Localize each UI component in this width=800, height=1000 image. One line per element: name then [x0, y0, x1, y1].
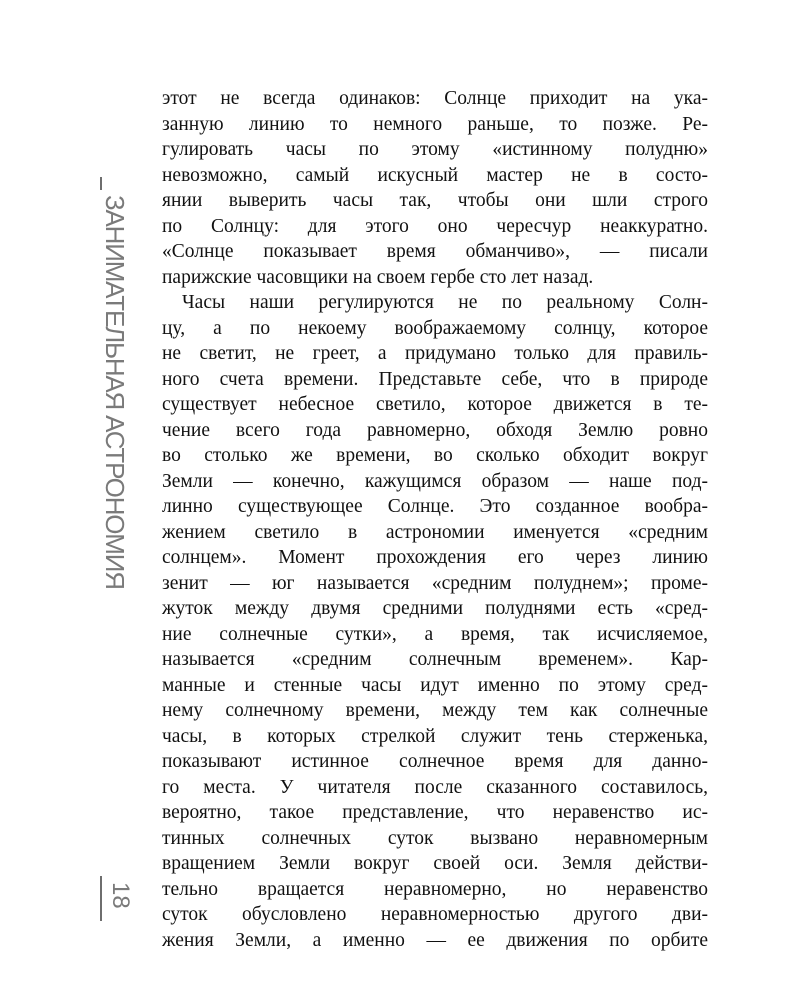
text-line: занную линию то немного раньше, то позже. Ре- — [162, 113, 708, 135]
text-line: цу, а по некоему воображаемому солнцу, которое — [162, 317, 708, 339]
text-line: показывают истинное солнечное время для данно- — [162, 751, 708, 772]
text-line: тинных солнечных суток вызвано неравномерным — [162, 827, 708, 849]
text-line: манные и стенные часы идут именно по этому сред- — [162, 674, 708, 696]
text-line: ние солнечные сутки», а время, так исчисляемое, — [162, 623, 708, 645]
text-line: зенит — юг называется «средним полуднем»; проме- — [162, 572, 708, 594]
text-line: «Солнце показывает время обманчиво», — писали — [162, 241, 708, 262]
text-line: тельно вращается неравномерно, но неравенство — [162, 878, 708, 900]
text-line: жуток между двумя средними полуднями есть «сред- — [162, 598, 708, 619]
text-line: вращением Земли вокруг своей оси. Земля действи- — [162, 853, 708, 874]
text-line: вероятно, такое представление, что неравенство ис- — [162, 802, 708, 823]
text-line: линно существующее Солнце. Это созданное вообра- — [162, 496, 708, 517]
text-line: жением светило в астрономии именуется «средним — [162, 521, 708, 543]
text-line: го места. У читателя после сказанного составилось, — [162, 776, 708, 798]
paragraph-last-line: парижские часовщики на своем гербе сто лет назад. — [162, 266, 594, 288]
text-line: жения Земли, а именно — ее движения по орбите — [162, 929, 708, 951]
running-title: ЗАНИМАТЕЛЬНАЯ АСТРОНОМИЯ — [100, 195, 130, 589]
text-line: солнцем». Момент прохождения его через линию — [162, 547, 708, 568]
text-line: по Солнцу: для этого оно чересчур неаккуратно. — [162, 215, 708, 237]
text-line: этот не всегда одинаков: Солнце приходит на ука- — [162, 88, 708, 109]
body-text — [162, 86, 708, 953]
text-line: существует небесное светило, которое движется в те- — [162, 394, 708, 415]
text-line: часы, в которых стрелкой служит тень стерженька, — [162, 725, 708, 747]
page-number-rule — [100, 876, 102, 921]
text-line: не светит, не греет, а придумано только для правиль- — [162, 343, 708, 364]
text-line: суток обусловлено неравномерностью другого дви- — [162, 904, 708, 925]
text-line: гулировать часы по этому «истинному полудню» — [162, 139, 708, 160]
text-line: называется «средним солнечным временем». Кар- — [162, 649, 708, 670]
text-line: во столько же времени, во сколько обходит вокруг — [162, 445, 708, 466]
text-line: чение всего года равномерно, обходя Землю ровно — [162, 419, 708, 441]
text-line: ного счета времени. Представьте себе, что в природе — [162, 368, 708, 390]
paragraph-first-line: Часы наши регулируются не по реальному Солн- — [182, 292, 708, 313]
text-line: Земли — конечно, кажущимся образом — наше под- — [162, 470, 708, 492]
running-title-rule — [100, 177, 102, 190]
page-number: 18 — [107, 882, 134, 909]
text-line: невозможно, самый искусный мастер не в состо- — [162, 164, 708, 186]
text-line: янии выверить часы так, чтобы они шли строго — [162, 190, 708, 211]
text-line: нему солнечному времени, между тем как солнечные — [162, 700, 708, 721]
